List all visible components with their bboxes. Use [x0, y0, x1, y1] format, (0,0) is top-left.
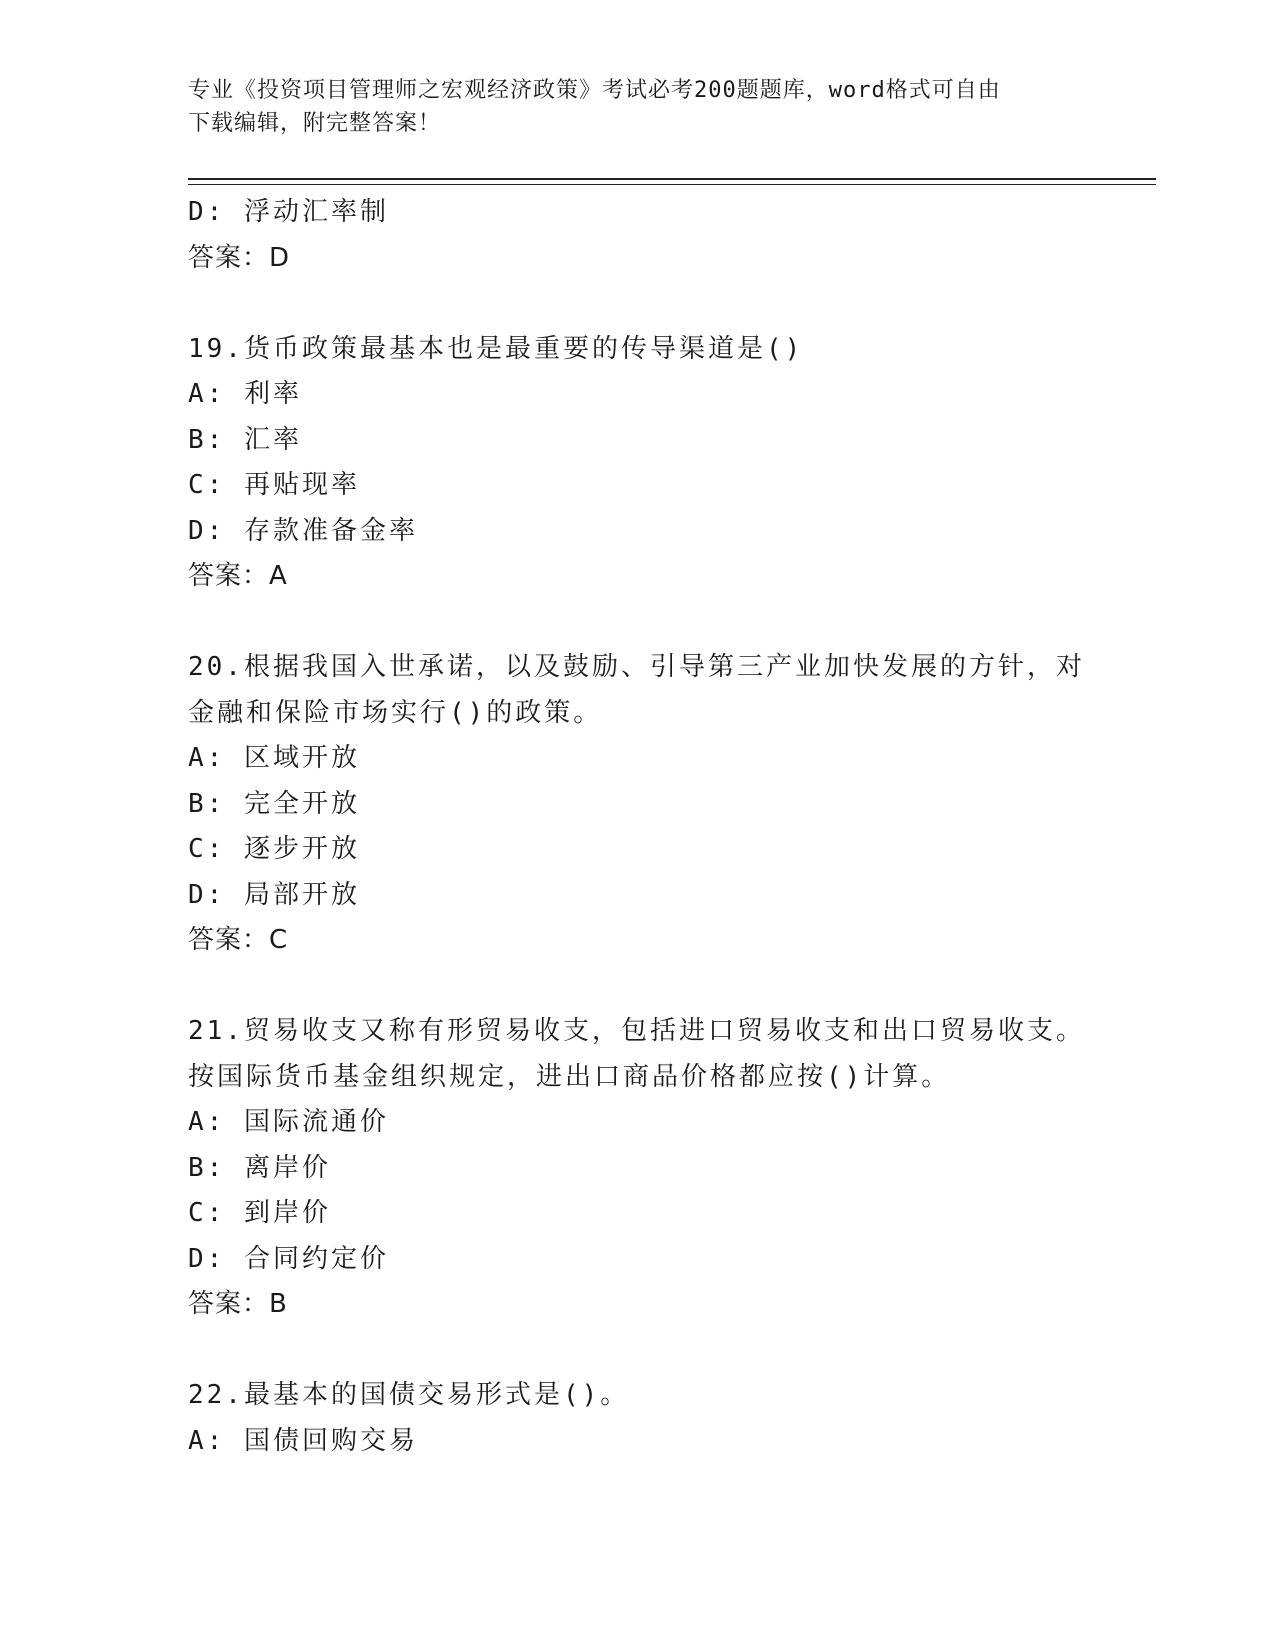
question-21-answer: 答案：B	[188, 1289, 288, 1319]
question-21-option-c: C: 到岸价	[188, 1198, 331, 1228]
question-22-stem: 22.最基本的国债交易形式是()。	[188, 1380, 630, 1410]
header-line-1: 专业《投资项目管理师之宏观经济政策》考试必考200题题库，word格式可自由	[188, 78, 1001, 103]
question-20-option-d: D: 局部开放	[188, 879, 360, 910]
question-21-stem-line-1: 21.贸易收支又称有形贸易收支，包括进口贸易收支和出口贸易收支。	[188, 1016, 1085, 1046]
question-22-option-a: A: 国债回购交易	[188, 1425, 418, 1456]
header-line-2: 下载编辑，附完整答案！	[188, 111, 442, 136]
prev-option-d: D: 浮动汇率制	[188, 197, 389, 227]
document-header	[188, 74, 1068, 140]
question-21-option-d: D: 合同约定价	[188, 1243, 389, 1274]
question-19-answer: 答案：A	[188, 561, 288, 591]
question-21-option-a: A: 国际流通价	[188, 1107, 389, 1137]
question-22	[188, 1373, 1088, 1464]
question-21	[188, 1009, 1088, 1328]
prev-answer: 答案：D	[188, 242, 291, 273]
question-19-option-b: B: 汇率	[188, 424, 302, 455]
question-20-option-c: C: 逐步开放	[188, 834, 360, 864]
question-19-option-d: D: 存款准备金率	[188, 515, 418, 546]
question-20-option-b: B: 完全开放	[188, 788, 360, 819]
question-21-option-b: B: 离岸价	[188, 1152, 331, 1183]
question-20-stem-line-1: 20.根据我国入世承诺，以及鼓励、引导第三产业加快发展的方针，对	[188, 652, 1085, 682]
spacer	[188, 281, 1088, 327]
header-rule-bottom	[188, 184, 1156, 185]
question-20-option-a: A: 区域开放	[188, 743, 360, 773]
spacer	[188, 1328, 1088, 1374]
question-19	[188, 327, 1088, 600]
question-21-stem-line-2: 按国际货币基金组织规定，进出口商品价格都应按()计算。	[188, 1061, 951, 1092]
question-list	[188, 190, 1088, 1464]
question-19-stem: 19.货币政策最基本也是最重要的传导渠道是()	[188, 333, 804, 364]
question-19-option-c: C: 再贴现率	[188, 470, 360, 500]
question-20-stem-line-2: 金融和保险市场实行()的政策。	[188, 697, 603, 728]
header-rule-top	[188, 178, 1156, 180]
spacer	[188, 600, 1088, 646]
question-20	[188, 645, 1088, 964]
question-20-answer: 答案：C	[188, 925, 289, 955]
question-19-option-a: A: 利率	[188, 379, 302, 409]
spacer	[188, 964, 1088, 1010]
